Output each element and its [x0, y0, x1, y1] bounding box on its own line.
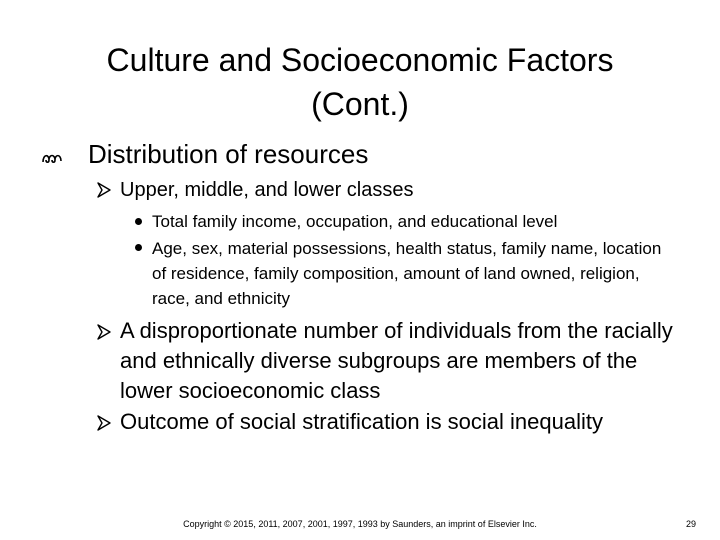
bullet-age-sex-possessions: Age, sex, material possessions, health status, family name, location of residence, family composition, amount of land owned, religion, race, and ethnicity	[152, 239, 662, 308]
page-number: 29	[685, 519, 696, 529]
scroll-bullet-icon	[40, 148, 62, 168]
copyright-footer: Copyright © 2015, 2011, 2007, 2001, 1997, 1993 by Saunders, an imprint of Elsevier Inc.	[183, 519, 537, 529]
arrow-bullet-icon	[96, 182, 112, 198]
bullet-disproportionate-number: A disproportionate number of individuals from the racially and ethnically diverse subgroups are members of the lower socioeconomic class	[120, 318, 673, 403]
slide-title-line-2: (Cont.)	[311, 86, 409, 122]
slide-title	[40, 38, 680, 126]
arrow-bullet-icon	[96, 324, 112, 340]
arrow-bullet-icon	[96, 415, 112, 431]
bullet-distribution-of-resources: Distribution of resources	[88, 139, 369, 169]
slide-title-line-1: Culture and Socioeconomic Factors	[106, 42, 614, 78]
bullet-social-classes: Upper, middle, and lower classes	[120, 179, 414, 201]
dot-bullet-icon	[135, 244, 142, 251]
bullet-income-occupation-education: Total family income, occupation, and educational level	[152, 212, 558, 231]
bullet-social-inequality: Outcome of social stratification is social inequality	[120, 409, 603, 434]
dot-bullet-icon	[135, 218, 142, 225]
